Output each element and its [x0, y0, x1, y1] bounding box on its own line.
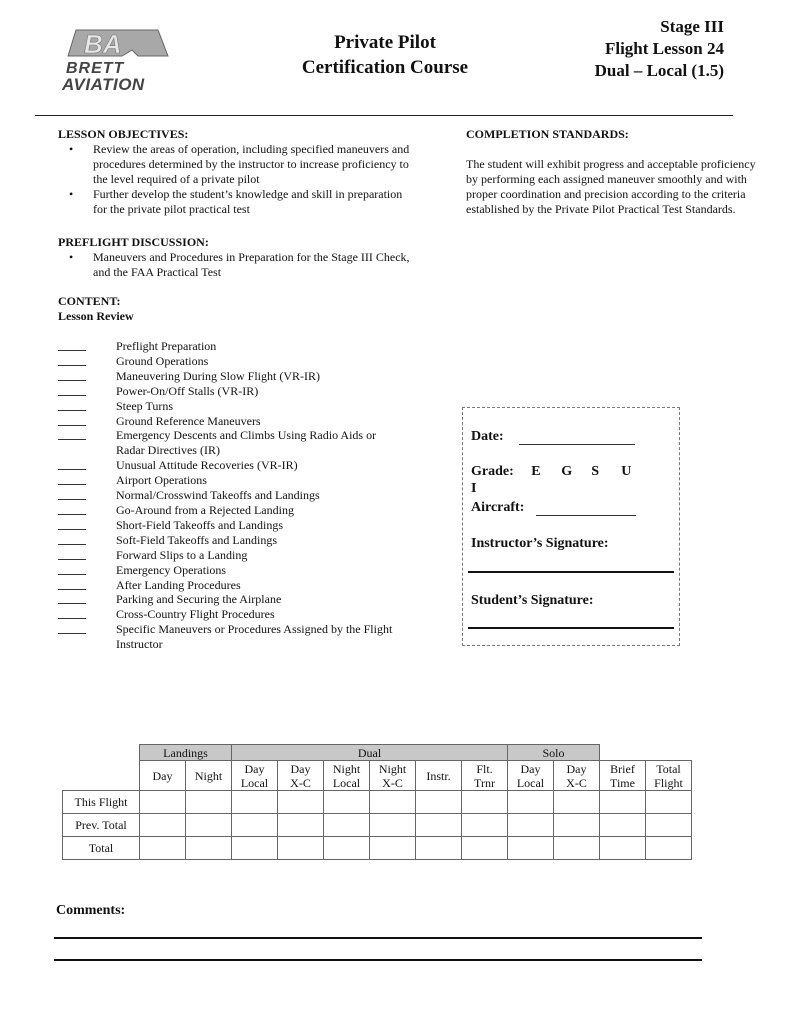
stage-label: Stage III: [660, 17, 724, 36]
column-header: Day Local: [508, 761, 554, 791]
column-header: Night Local: [324, 761, 370, 791]
table-cell[interactable]: [508, 837, 554, 860]
table-cell[interactable]: [600, 791, 646, 814]
list-item: • Further develop the student’s knowledge and skill in preparation for the private pilot practical test: [69, 187, 403, 216]
review-item-label: Preflight Preparation: [116, 339, 217, 353]
checkoff-blank[interactable]: [58, 339, 86, 354]
review-item-label: Ground Reference Maneuvers: [116, 413, 261, 428]
table-cell[interactable]: [554, 814, 600, 837]
review-item-label: Instructor: [116, 637, 163, 652]
grade-option-i[interactable]: I: [471, 481, 477, 496]
flight-time-log-table: [62, 744, 692, 860]
checkoff-blank[interactable]: [58, 473, 86, 488]
grade-option-e[interactable]: E: [531, 464, 541, 479]
review-item-label: Forward Slips to a Landing: [116, 547, 248, 562]
column-header: Day Local: [232, 761, 278, 791]
checkoff-blank[interactable]: [58, 503, 86, 518]
list-item: [58, 518, 438, 533]
table-cell[interactable]: [370, 814, 416, 837]
header-divider: [35, 115, 733, 116]
grade-option-u[interactable]: U: [621, 464, 632, 479]
grade-option-s[interactable]: S: [591, 464, 600, 479]
table-cell[interactable]: [554, 837, 600, 860]
objectives-list: [58, 142, 418, 217]
checkoff-blank[interactable]: [58, 414, 86, 429]
brett-aviation-logo: [62, 26, 197, 92]
list-item: [58, 637, 438, 652]
table-cell[interactable]: [646, 791, 692, 814]
lesson-review-list: [58, 339, 438, 652]
column-header: Night: [186, 761, 232, 791]
list-item: [58, 473, 438, 488]
date-row: [471, 428, 635, 445]
course-title: [270, 30, 500, 80]
list-item: [58, 503, 438, 518]
table-cell[interactable]: [278, 837, 324, 860]
column-header-row: [63, 761, 692, 791]
lesson-type: Dual – Local (1.5): [594, 61, 724, 80]
table-cell[interactable]: [416, 791, 462, 814]
checkoff-blank[interactable]: [58, 428, 86, 443]
checkoff-blank[interactable]: [58, 592, 86, 607]
table-cell[interactable]: [186, 837, 232, 860]
checkoff-blank[interactable]: [58, 384, 86, 399]
checkoff-blank[interactable]: [58, 369, 86, 384]
table-cell[interactable]: [140, 791, 186, 814]
row-header: Prev. Total: [63, 814, 140, 837]
review-item-label: Specific Maneuvers or Procedures Assigned by the Flight: [116, 622, 393, 637]
row-header: This Flight: [63, 791, 140, 814]
table-cell[interactable]: [370, 837, 416, 860]
grade-box: [462, 407, 680, 646]
completion-text: The student will exhibit progress and acceptable proficiency by performing each assigned maneuver smoothly and with proper coordination and precision according to the criteria established by the Private Pilot Practical Test Standards.: [466, 157, 756, 216]
svg-text:BA: BA: [84, 29, 122, 59]
table-cell[interactable]: [370, 791, 416, 814]
table-cell[interactable]: [462, 791, 508, 814]
table-cell[interactable]: [462, 837, 508, 860]
column-header: Day X-C: [554, 761, 600, 791]
review-item-label: Cross-Country Flight Procedures: [116, 607, 275, 622]
bullet-icon: •: [69, 187, 74, 201]
column-header: Total Flight: [646, 761, 692, 791]
table-cell[interactable]: [186, 791, 232, 814]
review-item-label: Unusual Attitude Recoveries (VR-IR): [116, 458, 298, 473]
table-cell[interactable]: [140, 814, 186, 837]
column-header: Day X-C: [278, 761, 324, 791]
review-item-label: Steep Turns: [116, 398, 174, 413]
list-item: [58, 339, 438, 354]
review-item-label: Soft-Field Takeoffs and Landings: [116, 532, 278, 547]
column-header: Night X-C: [370, 761, 416, 791]
lesson-info: [560, 16, 724, 82]
table-row: [63, 791, 692, 814]
table-row: [63, 837, 692, 860]
checkoff-blank[interactable]: [58, 548, 86, 563]
table-cell[interactable]: [140, 837, 186, 860]
list-item: [58, 428, 438, 443]
table-cell[interactable]: [232, 791, 278, 814]
list-item: [58, 578, 438, 593]
grade-label: Grade:: [471, 464, 514, 479]
preflight-heading: PREFLIGHT DISCUSSION:: [58, 235, 209, 249]
list-item: [58, 488, 438, 503]
table-row: [63, 814, 692, 837]
table-cell[interactable]: [186, 814, 232, 837]
content-heading: CONTENT:: [58, 294, 121, 308]
review-item-label: Radar Directives (IR): [116, 443, 220, 458]
review-item-label: Emergency Descents and Climbs Using Radio Aids or: [116, 428, 377, 443]
aircraft-field[interactable]: [536, 501, 636, 516]
group-landings: Landings: [140, 745, 232, 761]
table-cell[interactable]: [324, 837, 370, 860]
checkoff-blank[interactable]: [58, 458, 86, 473]
review-item-label: Short-Field Takeoffs and Landings: [116, 517, 284, 532]
svg-text:AVIATION: AVIATION: [62, 75, 145, 92]
date-field[interactable]: [519, 430, 635, 445]
checkoff-blank[interactable]: [58, 622, 86, 637]
list-item: [58, 354, 438, 369]
comments-label: Comments:: [56, 903, 126, 918]
student-signature-line[interactable]: [468, 627, 674, 629]
table-cell[interactable]: [278, 791, 324, 814]
column-header: Instr.: [416, 761, 462, 791]
table-cell[interactable]: [646, 837, 692, 860]
completion-heading: COMPLETION STANDARDS:: [466, 127, 629, 141]
lesson-review-heading: Lesson Review: [58, 309, 134, 323]
instructor-signature-label: Instructor’s Signature:: [471, 536, 609, 551]
table-cell[interactable]: [600, 814, 646, 837]
checkoff-blank[interactable]: [58, 533, 86, 548]
checkoff-blank[interactable]: [58, 354, 86, 369]
table-cell[interactable]: [462, 814, 508, 837]
list-item: [58, 414, 438, 429]
checkoff-blank[interactable]: [58, 607, 86, 622]
list-item: [58, 533, 438, 548]
table-cell[interactable]: [232, 837, 278, 860]
list-item: [58, 384, 438, 399]
table-cell[interactable]: [324, 791, 370, 814]
column-header: Brief Time: [600, 761, 646, 791]
checkoff-blank[interactable]: [58, 563, 86, 578]
group-dual: Dual: [232, 745, 508, 761]
table-cell[interactable]: [416, 837, 462, 860]
table-cell[interactable]: [600, 837, 646, 860]
aircraft-row: [471, 499, 636, 516]
bullet-icon: •: [69, 250, 74, 264]
table-cell[interactable]: [324, 814, 370, 837]
checkoff-blank[interactable]: [58, 518, 86, 533]
table-cell[interactable]: [232, 814, 278, 837]
list-item: [58, 458, 438, 473]
bullet-icon: •: [69, 142, 74, 156]
table-cell[interactable]: [554, 791, 600, 814]
review-item-label: Normal/Crosswind Takeoffs and Landings: [116, 488, 320, 503]
spacer: [58, 443, 86, 458]
table-cell[interactable]: [646, 814, 692, 837]
column-header: Day: [140, 761, 186, 791]
grade-row: [471, 463, 679, 497]
course-title-line2: Certification Course: [301, 57, 469, 78]
review-item-label: After Landing Procedures: [116, 577, 241, 592]
date-label: Date:: [471, 429, 504, 444]
svg-text:BRETT: BRETT: [66, 60, 125, 77]
table-cell[interactable]: [508, 791, 554, 814]
logo-icon: [62, 26, 197, 92]
review-item-label: Ground Operations: [116, 353, 209, 368]
list-item: [58, 607, 438, 622]
review-item-label: Emergency Operations: [116, 562, 227, 577]
list-item: [58, 369, 438, 384]
course-title-line1: Private Pilot: [334, 32, 436, 53]
lesson-number: Flight Lesson 24: [604, 39, 724, 58]
list-item: • Maneuvers and Procedures in Preparation for the Stage III Check, and the FAA Practical Test: [69, 250, 410, 279]
list-item: • Review the areas of operation, including specified maneuvers and procedures determined by the instructor to increase proficiency to the level required of a private pilot: [69, 142, 410, 186]
instructor-signature-line[interactable]: [468, 571, 674, 573]
comment-line-1[interactable]: [54, 937, 702, 939]
table-cell[interactable]: [416, 814, 462, 837]
review-item-label: Maneuvering During Slow Flight (VR-IR): [116, 368, 320, 383]
checkoff-blank[interactable]: [58, 578, 86, 593]
spacer: [58, 637, 86, 652]
checkoff-blank[interactable]: [58, 488, 86, 503]
list-item: [58, 443, 438, 458]
objectives-heading: LESSON OBJECTIVES:: [58, 127, 189, 141]
row-header: Total: [63, 837, 140, 860]
table-cell[interactable]: [508, 814, 554, 837]
review-item-label: Parking and Securing the Airplane: [116, 592, 282, 607]
student-signature-label: Student’s Signature:: [471, 593, 594, 608]
grade-option-g[interactable]: G: [561, 464, 573, 479]
list-item: [58, 399, 438, 414]
checkoff-blank[interactable]: [58, 399, 86, 414]
list-item: [58, 563, 438, 578]
column-header: Flt. Trnr: [462, 761, 508, 791]
review-item-label: Power-On/Off Stalls (VR-IR): [116, 383, 259, 398]
list-item: [58, 622, 438, 637]
list-item: [58, 548, 438, 563]
comment-line-2[interactable]: [54, 959, 702, 961]
preflight-list: [58, 250, 418, 280]
list-item: [58, 592, 438, 607]
group-solo: Solo: [508, 745, 600, 761]
review-item-label: Airport Operations: [116, 473, 207, 488]
group-header-row: [63, 745, 692, 761]
review-item-label: Go-Around from a Rejected Landing: [116, 502, 294, 517]
aircraft-label: Aircraft:: [471, 500, 525, 515]
table-cell[interactable]: [278, 814, 324, 837]
